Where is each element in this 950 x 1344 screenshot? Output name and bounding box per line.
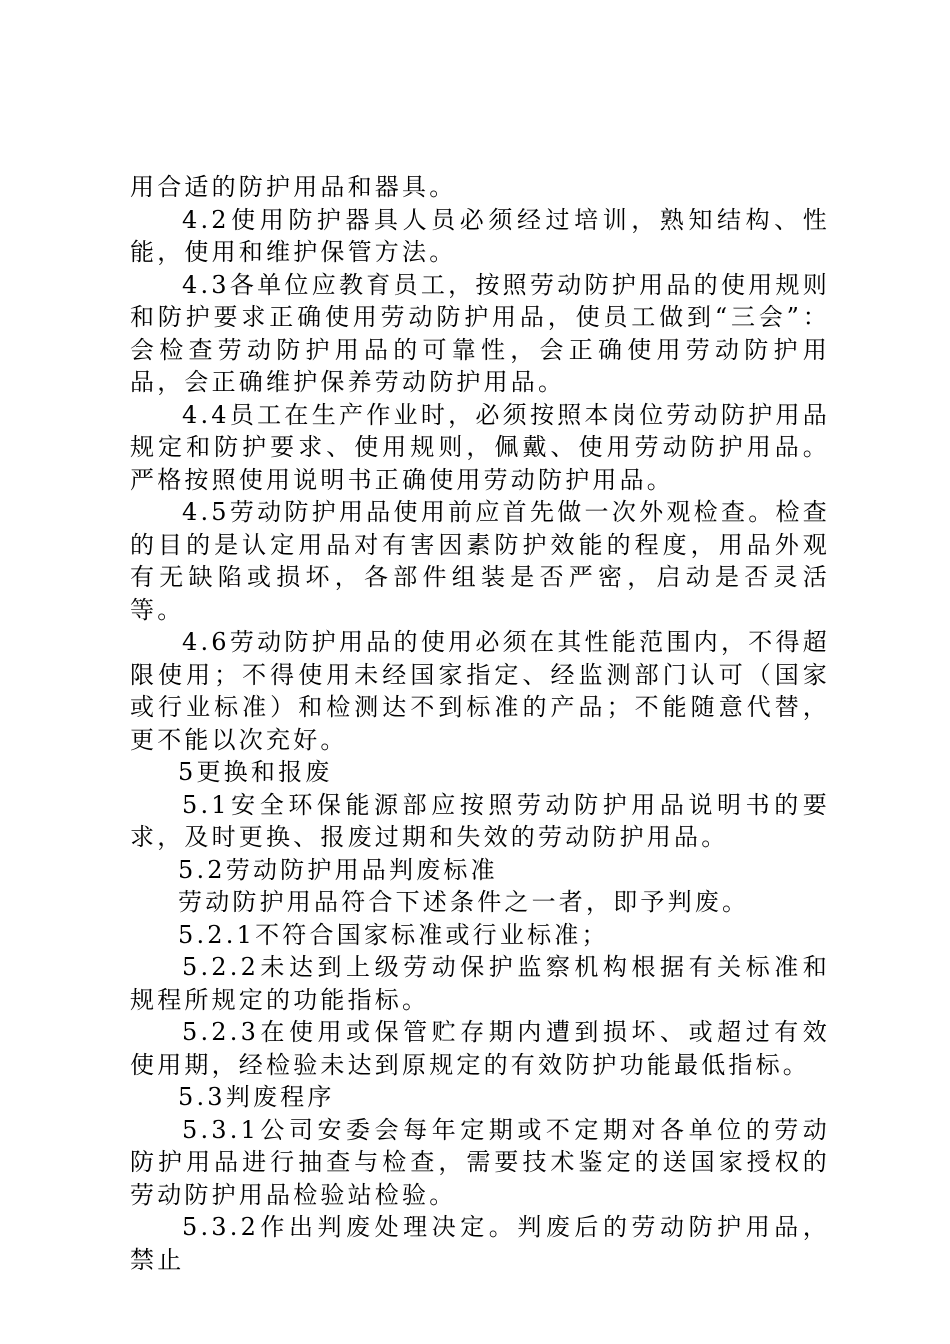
paragraph-5-3-2: 5.3.2作出判废处理决定。判废后的劳动防护用品，禁止 (130, 1213, 830, 1274)
paragraph-4-3: 4.3各单位应教育员工，按照劳动防护用品的使用规则和防护要求正确使用劳动防护用品，使员工做到“三会”：会检查劳动防护用品的可靠性，会正确使用劳动防护用品，会正确维护保养劳动防护用品。 (130, 270, 830, 396)
subsection-heading-5-3: 5.3判废程序 (178, 1083, 335, 1111)
paragraph-5-3-1: 5.3.1公司安委会每年定期或不定期对各单位的劳动防护用品进行抽查与检查，需要技术鉴定的送国家授权的劳动防护用品检验站检验。 (130, 1115, 830, 1209)
paragraph-criteria-intro: 劳动防护用品符合下述条件之一者，即予判废。 (178, 888, 750, 916)
paragraph-5-2-2: 5.2.2未达到上级劳动保护监察机构根据有关标准和规程所规定的功能指标。 (130, 953, 830, 1014)
paragraph-4-4: 4.4员工在生产作业时，必须按照本岗位劳动防护用品规定和防护要求、使用规则，佩戴、使用劳动防护用品。严格按照使用说明书正确使用劳动防护用品。 (130, 400, 830, 494)
paragraph-4-5: 4.5劳动防护用品使用前应首先做一次外观检查。检查的目的是认定用品对有害因素防护效能的程度，用品外观有无缺陷或损坏，各部件组装是否严密，启动是否灵活等。 (130, 498, 830, 624)
document-body (130, 171, 830, 1276)
subsection-heading-5-2: 5.2劳动防护用品判废标准 (178, 855, 498, 884)
paragraph-continuation: 用合适的防护用品和器具。 (130, 173, 457, 201)
paragraph-5-2-1: 5.2.1不符合国家标准或行业标准； (178, 920, 609, 949)
paragraph-4-2: 4.2使用防护器具人员必须经过培训，熟知结构、性能，使用和维护保管方法。 (130, 205, 830, 266)
paragraph-5-1: 5.1安全环保能源部应按照劳动防护用品说明书的要求，及时更换、报废过期和失效的劳动防护用品。 (130, 790, 830, 851)
paragraph-5-2-3: 5.2.3在使用或保管贮存期内遭到损坏、或超过有效使用期，经检验未达到原规定的有效防护功能最低指标。 (130, 1018, 830, 1079)
section-heading-5: 5更换和报废 (178, 758, 333, 786)
paragraph-4-6: 4.6劳动防护用品的使用必须在其性能范围内，不得超限使用；不得使用未经国家指定、经监测部门认可（国家或行业标准）和检测达不到标准的产品；不能随意代替，更不能以次充好。 (130, 628, 830, 754)
